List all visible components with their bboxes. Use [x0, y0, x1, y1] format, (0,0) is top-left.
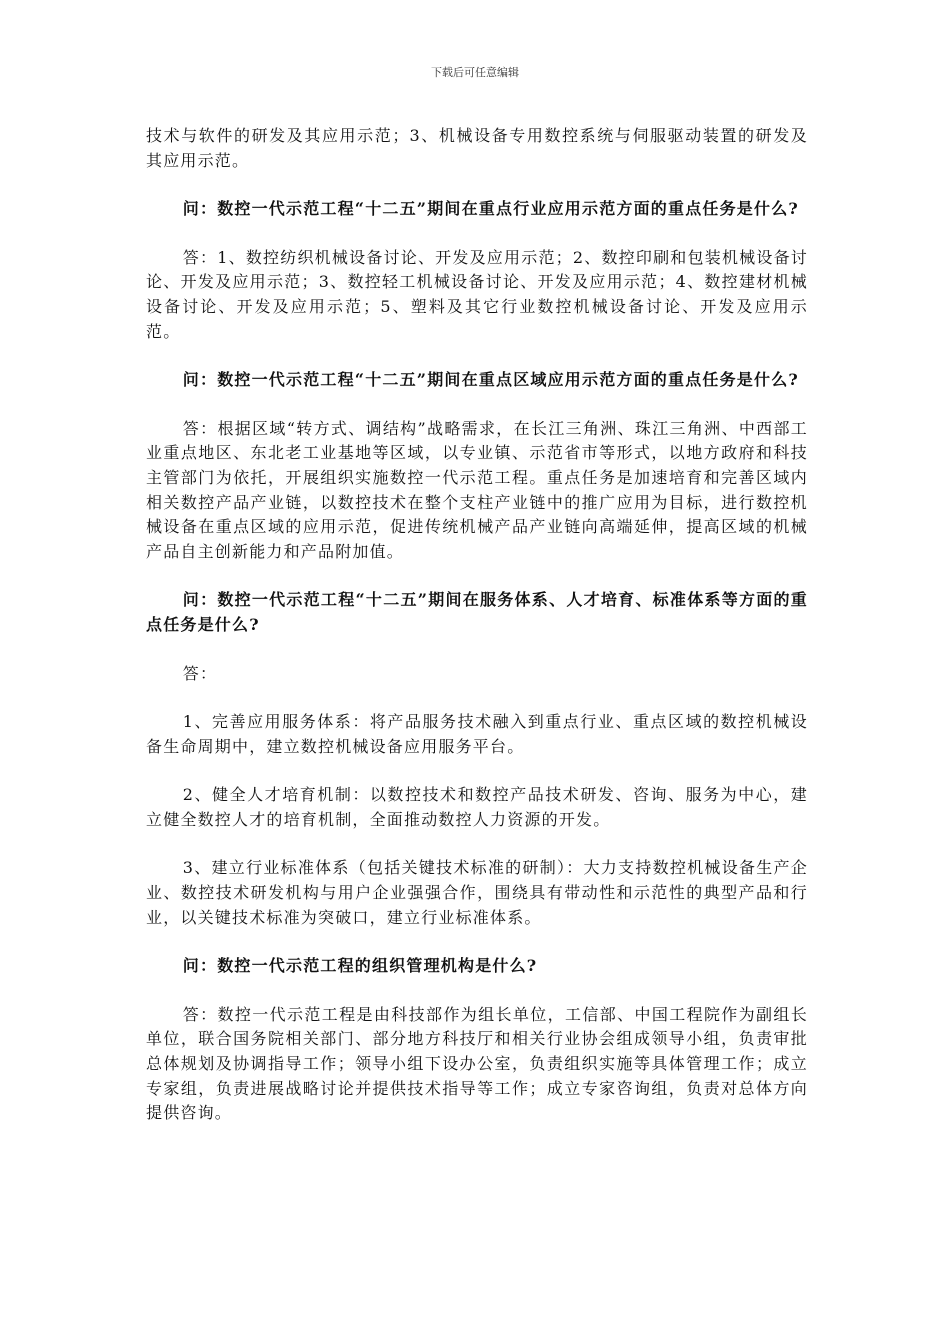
- question-heading: 问：数控一代示范工程“十二五”期间在重点区域应用示范方面的重点任务是什么?: [182, 370, 799, 390]
- document-body: [146, 124, 808, 1126]
- page-header: 下载后可任意编辑: [431, 66, 519, 79]
- continuation-paragraph: 技术与软件的研发及其应用示范；3、机械设备专用数控系统与伺服驱动装置的研发及其应用示范。: [146, 126, 808, 170]
- answer-item-service-system: 1、完善应用服务体系：将产品服务技术融入到重点行业、重点区域的数控机械设备生命周期中，建立数控机械设备应用服务平台。: [146, 712, 808, 756]
- answer-paragraph: 答：根据区域“转方式、调结构”战略需求，在长江三角洲、珠江三角洲、中西部工业重点地区、东北老工业基地等区域，以专业镇、示范省市等形式，以地方政府和科技主管部门为依托，开展组织实施数控一代示范工程。重点任务是加速培育和完善区域内相关数控产品产业链，以数控技术在整个支柱产业链中的推广应用为目标，进行数控机械设备在重点区域的应用示范，促进传统机械产品产业链向高端延伸，提高区域的机械产品自主创新能力和产品附加值。: [146, 418, 808, 561]
- answer-paragraph: 答：数控一代示范工程是由科技部作为组长单位，工信部、中国工程院作为副组长单位，联合国务院相关部门、部分地方科技厅和相关行业协会组成领导小组，负责审批总体规划及协调指导工作；领导小组下设办公室，负责组织实施等具体管理工作；成立专家组，负责进展战略讨论并提供技术指导等工作；成立专家咨询组，负责对总体方向提供咨询。: [146, 1004, 808, 1123]
- answer-item-standard-system: 3、建立行业标准体系（包括关键技术标准的研制）：大力支持数控机械设备生产企业、数控技术研发机构与用户企业强强合作，围绕具有带动性和示范性的典型产品和行业，以关键技术标准为突破口，建立行业标准体系。: [146, 858, 808, 927]
- answer-item-talent-mechanism: 2、健全人才培育机制：以数控技术和数控产品技术研发、咨询、服务为中心，建立健全数控人才的培育机制，全面推动数控人力资源的开发。: [146, 785, 808, 829]
- question-heading: 问：数控一代示范工程“十二五”期间在重点行业应用示范方面的重点任务是什么?: [182, 199, 799, 219]
- answer-paragraph: 答：1、数控纺织机械设备讨论、开发及应用示范；2、数控印刷和包装机械设备讨论、开发及应用示范；3、数控轻工机械设备讨论、开发及应用示范；4、数控建材机械设备讨论、开发及应用示范；5、塑料及其它行业数控机械设备讨论、开发及应用示范。: [146, 247, 808, 341]
- question-heading: 问：数控一代示范工程的组织管理机构是什么?: [182, 956, 538, 976]
- answer-label: 答：: [182, 663, 218, 683]
- question-heading: 问：数控一代示范工程“十二五”期间在服务体系、人才培育、标准体系等方面的重点任务是什么?: [146, 590, 808, 634]
